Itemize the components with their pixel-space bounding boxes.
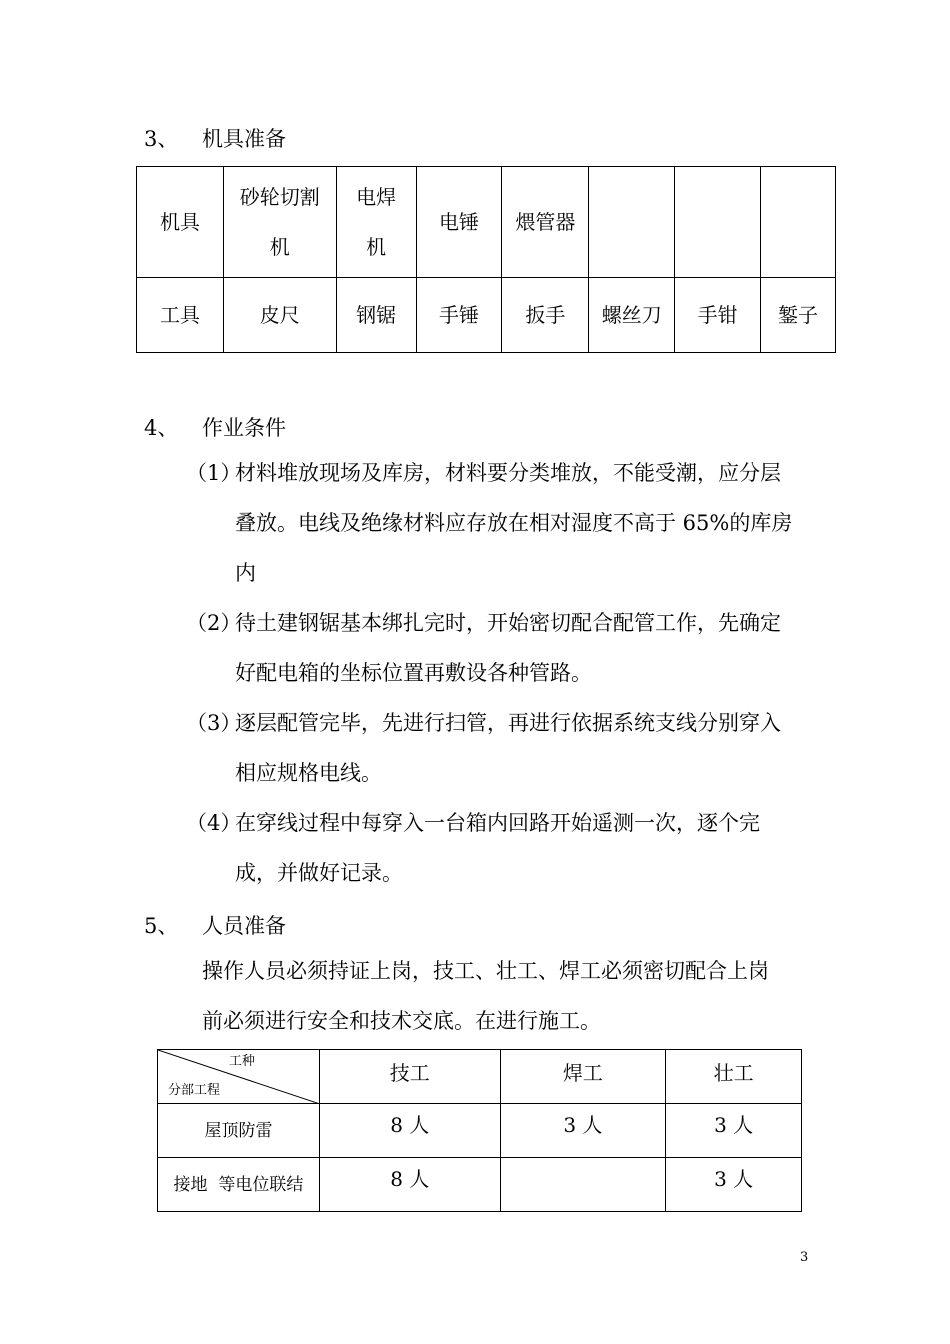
condition-item-line: 逐层配管完毕，先进行扫管，再进行依据系统支线分别穿入 [235, 711, 781, 735]
table-cell: 砂轮切割 机 [223, 167, 336, 278]
table-cell: 手锤 [416, 278, 502, 353]
table-cell [500, 1158, 666, 1212]
staffing-paragraph-line: 操作人员必须持证上岗，技工、壮工、焊工必须密切配合上岗 [202, 959, 769, 983]
table-cell: 电锤 [416, 167, 502, 278]
table-cell: 手钳 [675, 278, 761, 353]
column-header: 技工 [319, 1050, 500, 1104]
staffing-paragraph-line: 前必须进行安全和技术交底。在进行施工。 [202, 1009, 601, 1033]
section-5-heading [144, 910, 444, 936]
condition-item-label: （1） [186, 461, 242, 485]
table-cell: 錾子 [761, 278, 836, 353]
table-cell: 电焊 机 [336, 167, 416, 278]
page-number: 3 [800, 1250, 809, 1265]
table-cell: 扳手 [502, 278, 589, 353]
section-4-title: 作业条件 [202, 416, 286, 440]
column-header: 壮工 [666, 1050, 802, 1104]
column-header: 焊工 [500, 1050, 666, 1104]
table-cell: 机具 [137, 167, 224, 278]
row-header: 屋顶防雷 [158, 1104, 320, 1158]
table-cell: 3 人 [500, 1104, 666, 1158]
table-cell [675, 167, 761, 278]
section-5-number: 5、 [144, 914, 179, 938]
table-row [158, 1158, 802, 1212]
corner-header-cell [158, 1050, 320, 1104]
section-3-heading [144, 123, 444, 149]
section-4-heading [144, 412, 444, 438]
section-3-number: 3、 [144, 127, 179, 151]
table-cell: 工具 [137, 278, 224, 353]
tools-table-row [137, 167, 836, 278]
condition-item-label: （3） [186, 711, 242, 735]
corner-label-division: 分部工程 [168, 1083, 221, 1098]
condition-item-line: 在穿线过程中每穿入一台箱内回路开始遥测一次，逐个完 [235, 811, 760, 835]
section-3-title: 机具准备 [202, 127, 286, 151]
section-5-title: 人员准备 [202, 914, 286, 938]
table-cell: 皮尺 [223, 278, 336, 353]
tools-table-row [137, 278, 836, 353]
tools-table [136, 166, 836, 353]
condition-item-label: （2） [186, 611, 242, 635]
table-cell: 3 人 [666, 1104, 802, 1158]
table-cell: 螺丝刀 [589, 278, 675, 353]
condition-item-line: 待土建钢锯基本绑扎完时，开始密切配合配管工作，先确定 [235, 611, 781, 635]
table-cell: 8 人 [319, 1104, 500, 1158]
section-4-number: 4、 [144, 416, 179, 440]
condition-item-line: 相应规格电线。 [235, 761, 382, 785]
table-cell: 3 人 [666, 1158, 802, 1212]
row-header: 接地 等电位联结 [158, 1158, 320, 1212]
table-cell: 煨管器 [502, 167, 589, 278]
table-cell: 8 人 [319, 1158, 500, 1212]
condition-item-line: 成，并做好记录。 [235, 861, 403, 885]
condition-item-line: 叠放。电线及绝缘材料应存放在相对湿度不高于 65%的库房 [235, 511, 793, 535]
table-row [158, 1104, 802, 1158]
staff-table [157, 1049, 802, 1212]
condition-item-line: 好配电箱的坐标位置再敷设各种管路。 [235, 661, 592, 685]
corner-label-trade: 工种 [228, 1054, 255, 1069]
table-cell: 钢锯 [336, 278, 416, 353]
condition-item-label: （4） [186, 811, 242, 835]
table-cell [761, 167, 836, 278]
table-cell [589, 167, 675, 278]
condition-item-line: 材料堆放现场及库房，材料要分类堆放，不能受潮，应分层 [235, 461, 781, 485]
condition-item-line: 内 [235, 561, 256, 585]
staff-table-header-row [158, 1050, 802, 1104]
